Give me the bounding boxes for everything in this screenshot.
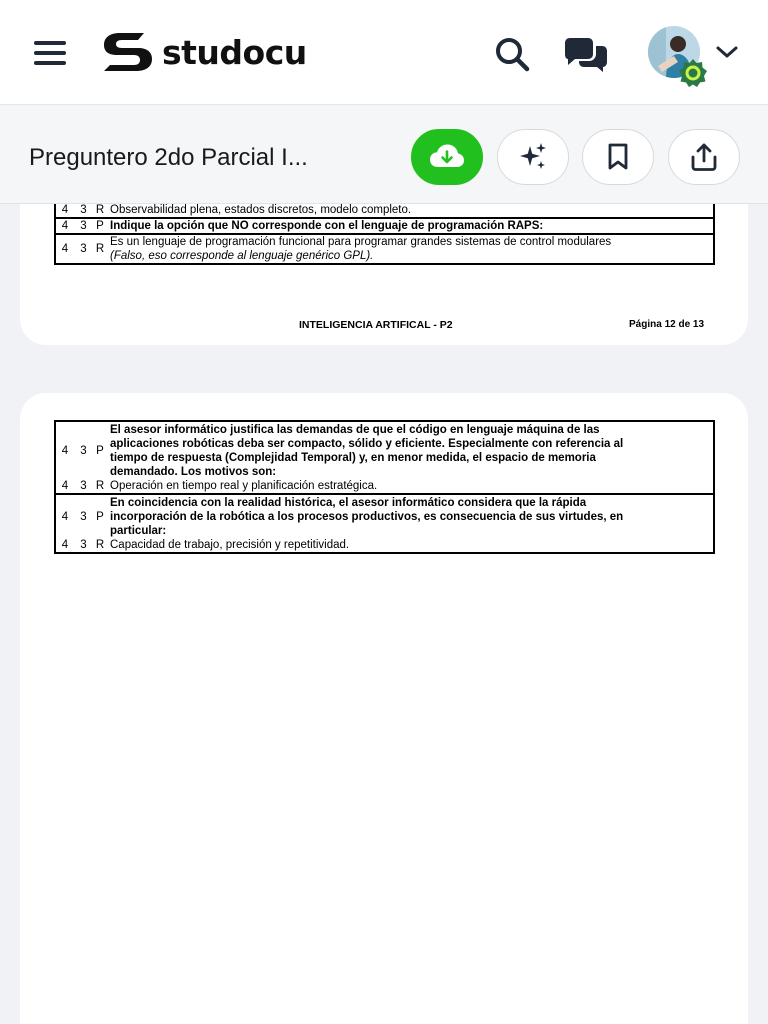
ai-assistant-button[interactable] [497,129,569,185]
cell-text [107,421,714,479]
chat-icon[interactable] [560,36,612,74]
question-line: aplicaciones robóticas deba ser compacto, sólido y eficiente. Especialmente con referencia al [110,437,624,450]
question-line: En coincidencia con la realidad histórica, el asesor informático considera que la rápida [110,496,587,509]
cloud-download-icon [429,143,465,171]
table-row [55,218,714,234]
top-nav-bar [0,0,768,105]
answer-text: Es un lenguaje de programación funcional para programar grandes sistemas de control modulares [110,236,612,248]
cell-level: 3 [80,444,87,457]
cell-type: R [95,539,105,551]
table-row [55,494,714,538]
cell-unit: 4 [55,218,74,234]
cell-type: R [93,234,107,264]
cell-type: R [95,480,105,492]
premium-badge-icon [678,58,708,88]
cell-unit: 4 [61,539,69,551]
cell-text [107,494,714,538]
document-title: Preguntero 2do Parcial I... [29,144,308,171]
download-button[interactable] [411,129,483,185]
cell-unit: 4 [55,234,74,264]
cell-text: Operación en tiempo real y planificación estratégica. [110,480,378,492]
cell-level: 3 [74,234,93,264]
cell-unit: 4 [55,494,74,538]
question-line: particular: [110,524,167,537]
studocu-logo-mark [100,29,156,75]
cell-type: P [96,444,104,457]
cell-text [107,234,714,264]
cell-unit: 4 [61,480,69,492]
cell-text: Indique la opción que NO corresponde con el lenguaje de programación RAPS: [107,218,714,234]
cell-level: 3 [74,494,93,538]
cell-level: 3 [74,218,93,234]
question-line: El asesor informático justifica las demandas de que el código en lenguaje máquina de las [110,423,600,436]
studocu-logo[interactable] [100,28,307,76]
cell-level: 3 [80,480,87,492]
sparkle-icon [517,141,549,173]
question-table [54,200,715,265]
question-line: demandado. Los motivos son: [110,465,277,478]
search-icon[interactable] [490,34,534,74]
page-footer-title: INTELIGENCIA ARTIFICAL - P2 [299,319,453,331]
question-line: incorporación de la robótica a los procesos productivos, es consecuencia de sus virtudes, en [110,510,624,523]
share-icon [689,142,719,172]
cell-type: P [93,494,107,538]
cell-text: Capacidad de trabajo, precisión y repetitividad. [110,539,350,551]
table-row [55,234,714,264]
answer-note: (Falso, eso corresponde al lenguaje genérico GPL). [110,250,374,262]
document-title-bar [0,106,768,204]
hamburger-icon[interactable] [34,40,68,66]
question-line: tiempo de respuesta (Complejidad Temporal) y, en menor medida, el espacio de memoria [110,451,596,464]
table-row [55,421,714,479]
cell-unit: 4 [61,203,69,216]
share-button[interactable] [668,129,740,185]
cell-text: Observabilidad plena, estados discretos, modelo completo. [110,203,412,216]
chevron-down-icon[interactable] [712,40,742,64]
document-page-13 [20,393,748,1024]
question-table [54,420,715,554]
cell-unit: 4 [61,444,69,457]
cell-level: 3 [80,539,87,551]
table-row [55,538,714,553]
logo-text: studocu [162,32,307,72]
page-footer-number: Página 12 de 13 [629,319,705,330]
cell-type: P [93,218,107,234]
bookmark-button[interactable] [582,129,654,185]
bookmark-icon [605,142,631,172]
cell-type: R [95,203,105,216]
table-row [55,479,714,494]
cell-level: 3 [80,203,87,216]
